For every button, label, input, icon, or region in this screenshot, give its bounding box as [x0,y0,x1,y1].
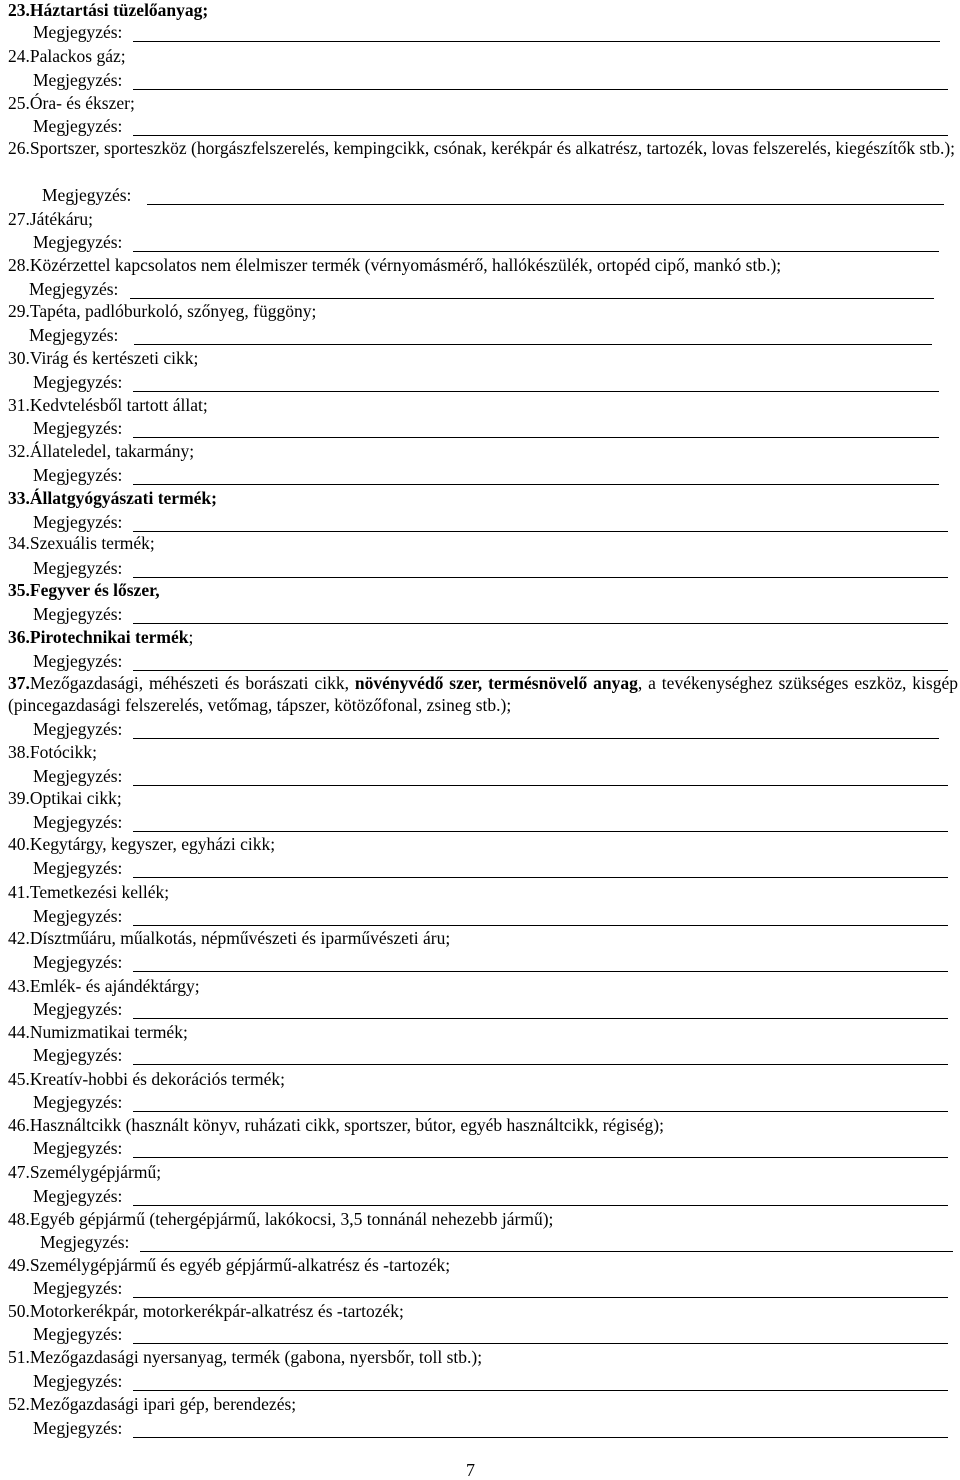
category-item [8,1393,958,1415]
item-number: 34. [8,533,30,553]
item-number: 40. [8,834,30,854]
category-item [8,787,958,809]
item-text: Temetkezési kellék; [29,882,170,902]
item-text: Óra- és ékszer; [29,93,135,113]
item-text: Motorkerékpár, motorkerékpár-alkatrész és -tartozék; [29,1301,404,1321]
note-row [33,1370,948,1392]
item-text: Állatgyógyászati termék; [29,488,217,508]
note-input-line[interactable] [133,1205,948,1206]
category-item [8,672,958,716]
note-label: Megjegyzés: [29,279,119,299]
note-label: Megjegyzés: [33,766,123,786]
note-row [33,1185,948,1207]
category-item [8,92,958,114]
category-item [8,45,958,67]
item-text: Kreatív-hobbi és dekorációs termék; [29,1069,285,1089]
item-number: 39. [8,788,30,808]
note-label: Megjegyzés: [33,812,123,832]
note-label: Megjegyzés: [33,232,123,252]
item-number: 30. [8,348,30,368]
item-text: Pirotechnikai termék; [29,627,194,647]
note-label: Megjegyzés: [33,906,123,926]
item-text: Virág és kertészeti cikk; [29,348,199,368]
item-text: Mezőgazdasági nyersanyag, termék (gabona, nyersbőr, toll stb.); [29,1347,483,1367]
note-input-line[interactable] [133,785,948,786]
note-input-line[interactable] [133,135,948,136]
note-input-line[interactable] [133,1018,948,1019]
note-input-line[interactable] [133,251,939,252]
item-text: Személygépjármű és egyéb gépjármű-alkatrész és -tartozék; [29,1255,451,1275]
note-input-line[interactable] [133,1111,948,1112]
item-number: 38. [8,742,30,762]
note-input-line[interactable] [133,925,948,926]
note-label: Megjegyzés: [33,372,123,392]
item-number: 35. [8,580,30,600]
category-item [8,487,958,509]
item-number: 44. [8,1022,30,1042]
item-text: Numizmatikai termék; [29,1022,188,1042]
category-item [8,208,958,230]
item-text: Egyéb gépjármű (tehergépjármű, lakókocsi, 3,5 tonnánál nehezebb jármű); [29,1209,554,1229]
item-text: Sportszer, sporteszköz (horgászfelszerelés, kempingcikk, csónak, kerékpár és alkatrész, tartozék, lovas felszerelés, kiegészítők stb.); [29,138,956,158]
note-input-line[interactable] [133,877,948,878]
note-row [33,417,939,439]
note-input-line[interactable] [140,1251,953,1252]
item-number: 46. [8,1115,30,1135]
item-number: 51. [8,1347,30,1367]
note-row [33,21,940,43]
note-label: Megjegyzés: [33,116,123,136]
note-row [33,650,948,672]
item-text-part: , a tevékenységhez szükséges eszköz, kisgép (pincegazdasági felszerelés, vetőmag, tápszer, kötözőfonal, zsineg stb.); [8,673,958,715]
item-text-part: Mezőgazdasági, méhészeti és borászati cikk, [29,673,355,693]
item-text: Fotócikk; [29,742,97,762]
note-input-line[interactable] [133,1157,948,1158]
category-item [8,1346,958,1368]
item-number: 33. [8,488,30,508]
category-item [8,347,958,369]
item-text: Palackos gáz; [29,46,126,66]
note-input-line[interactable] [134,344,932,345]
category-item [8,881,958,903]
item-number: 45. [8,1069,30,1089]
note-label: Megjegyzés: [33,1371,123,1391]
note-row [33,464,939,486]
item-number: 47. [8,1162,30,1182]
item-number: 50. [8,1301,30,1321]
item-text: Emlék- és ajándéktárgy; [29,976,200,996]
category-item [8,1021,958,1043]
item-text: Használtcikk (használt könyv, ruházati cikk, sportszer, bútor, egyéb használtcikk, régiség); [29,1115,664,1135]
note-row [33,1417,948,1439]
note-row [33,511,948,533]
item-text: Dísztműáru, műalkotás, népművészeti és iparművészeti áru; [29,928,451,948]
item-text: Optikai cikk; [29,788,122,808]
note-row [33,1323,948,1345]
category-item [8,1114,958,1136]
category-item [8,1068,958,1090]
note-label: Megjegyzés: [33,418,123,438]
note-label: Megjegyzés: [33,1278,123,1298]
note-label: Megjegyzés: [33,651,123,671]
note-input-line[interactable] [133,484,939,485]
item-text [8,673,958,715]
category-item [8,300,958,322]
note-input-line[interactable] [133,437,939,438]
category-item [8,0,958,21]
note-input-line[interactable] [133,1390,948,1391]
note-label: Megjegyzés: [33,1045,123,1065]
note-row [40,1231,953,1253]
item-number: 31. [8,395,30,415]
item-text: Háztartási tüzelőanyag; [29,0,209,20]
item-text: Kegytárgy, kegyszer, egyházi cikk; [29,834,276,854]
note-label: Megjegyzés: [33,1138,123,1158]
note-input-line[interactable] [133,1064,948,1065]
note-label: Megjegyzés: [33,1418,123,1438]
note-row [33,905,948,927]
note-row [33,811,948,833]
note-label: Megjegyzés: [33,719,123,739]
item-number: 27. [8,209,30,229]
item-number: 48. [8,1209,30,1229]
note-input-line[interactable] [133,623,948,624]
item-number: 24. [8,46,30,66]
item-number: 41. [8,882,30,902]
item-number: 36. [8,627,30,647]
note-row [29,278,934,300]
note-row [33,371,939,393]
category-item [8,1161,958,1183]
note-input-line[interactable] [133,738,939,739]
note-label: Megjegyzés: [33,465,123,485]
note-row [33,718,939,740]
item-text-emphasis: növényvédő szer, termésnövelő anyag [354,673,638,693]
category-item [8,579,958,601]
item-number: 37. [8,673,30,693]
note-input-line[interactable] [133,831,948,832]
category-item [8,440,958,462]
category-item [8,1300,958,1322]
note-label: Megjegyzés: [29,325,119,345]
category-item [8,975,958,997]
category-item [8,1254,958,1276]
item-text: Szexuális termék; [29,533,155,553]
note-label: Megjegyzés: [33,858,123,878]
item-number: 42. [8,928,30,948]
category-item [8,741,958,763]
note-row [33,1091,948,1113]
note-row [33,557,948,579]
item-text: Közérzettel kapcsolatos nem élelmiszer termék (vérnyomásmérő, hallókészülék, ortopéd cipő, mankó stb.); [29,255,782,275]
note-label: Megjegyzés: [42,185,132,205]
item-number: 52. [8,1394,30,1414]
note-label: Megjegyzés: [33,952,123,972]
note-label: Megjegyzés: [33,70,123,90]
item-number: 49. [8,1255,30,1275]
item-text: Játékáru; [29,209,94,229]
note-row [33,951,948,973]
item-number: 23. [8,0,30,20]
note-input-line[interactable] [133,1297,948,1298]
note-row [33,603,948,625]
note-label: Megjegyzés: [33,1186,123,1206]
item-number: 43. [8,976,30,996]
note-label: Megjegyzés: [33,1092,123,1112]
note-input-line[interactable] [133,1437,948,1438]
note-input-line[interactable] [133,41,940,42]
note-input-line[interactable] [130,298,934,299]
category-item [8,532,958,554]
note-row [29,324,932,346]
item-text: Fegyver és lőszer, [29,580,160,600]
category-item [8,927,958,949]
note-label: Megjegyzés: [40,1232,130,1252]
note-label: Megjegyzés: [33,558,123,578]
note-row [33,115,948,137]
category-item [8,254,958,276]
item-text: Személygépjármű; [29,1162,162,1182]
note-row [33,1044,948,1066]
item-number: 26. [8,138,30,158]
note-label: Megjegyzés: [33,604,123,624]
note-input-line[interactable] [133,971,948,972]
item-number: 25. [8,93,30,113]
item-number: 28. [8,255,30,275]
item-text-emphasis: Pirotechnikai termék [29,627,189,647]
note-label: Megjegyzés: [33,999,123,1019]
category-item [8,833,958,855]
note-input-line[interactable] [133,670,948,671]
note-input-line[interactable] [147,204,944,205]
note-row [33,857,948,879]
note-row [33,231,939,253]
item-text: Kedvtelésből tartott állat; [29,395,208,415]
item-number: 32. [8,441,30,461]
note-row [33,1137,948,1159]
note-row [33,998,948,1020]
note-label: Megjegyzés: [33,1324,123,1344]
note-input-line[interactable] [133,89,948,90]
category-item [8,137,958,159]
note-input-line[interactable] [133,577,948,578]
category-item [8,394,958,416]
note-input-line[interactable] [133,391,939,392]
item-text: Állateledel, takarmány; [29,441,195,461]
item-number: 29. [8,301,30,321]
category-item [8,626,958,648]
note-label: Megjegyzés: [33,512,123,532]
page-number: 7 [466,1460,475,1480]
note-row [33,765,948,787]
note-label: Megjegyzés: [33,22,123,42]
item-text: Tapéta, padlóburkoló, szőnyeg, függöny; [29,301,317,321]
note-row [42,184,944,206]
note-row [33,1277,948,1299]
category-item [8,1208,958,1230]
note-row [33,69,948,91]
item-text: Mezőgazdasági ipari gép, berendezés; [29,1394,297,1414]
note-input-line[interactable] [133,1343,948,1344]
